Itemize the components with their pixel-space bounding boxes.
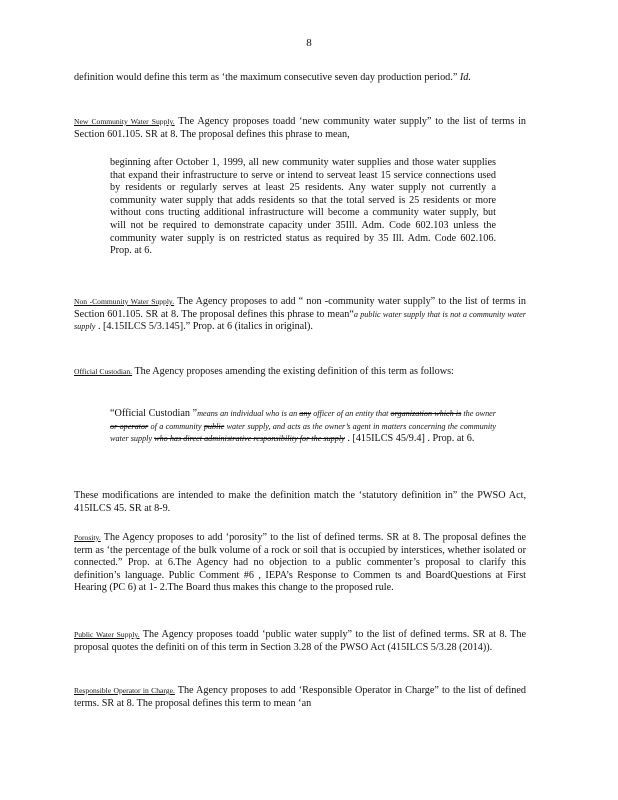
block-quote-official-custodian — [110, 408, 496, 446]
paragraph-public-water-supply — [74, 629, 526, 654]
section-heading: Responsible Operator in Charge. — [74, 686, 175, 695]
quote-segment: the owner — [461, 409, 496, 418]
paragraph-text: The Agency proposes to add ‘porosity” to the list of defined terms. SR at 8. The proposal defines the term as ‘the percentage of the bulk volume of a rock or soil that is occupied by interstices, whether isolated or connected.” Prop. at 6.The Agency had no objection to a public commenter’s proposal to clarify this definition’s language. Public Comment #6 , IEPA’s Response to Commen ts and BoardQuestions at First Hearing (PC 6) at 1- 2.The Board thus makes this change to the proposed rule. — [74, 532, 526, 594]
paragraph-definition-continued — [74, 72, 526, 85]
paragraph-text-tail: . [4.15ILCS 5/3.145].” Prop. at 6 (italics in original). — [95, 321, 313, 333]
paragraph-new-community-water-supply — [74, 116, 526, 141]
paragraph-non-community-water-supply — [74, 296, 526, 334]
paragraph-text: The Agency proposes to add ‘Responsible Operator in Charge” to the list of defined terms. SR at 8. The proposal defines this term to mean ‘an — [74, 685, 526, 709]
struck-text: public — [203, 421, 225, 431]
section-heading: New Community Water Supply. — [74, 117, 175, 126]
paragraph-official-custodian — [74, 366, 526, 379]
quote-segment: of a community — [148, 421, 204, 431]
paragraph-text: These modifications are intended to make the definition match the ‘statutory definition in” the PWSO Act, 415ILCS 45. SR at 8-9. — [74, 490, 526, 514]
section-heading: Porosity. — [74, 533, 101, 542]
paragraph-text: The Agency proposes amending the existing definition of this term as follows: — [132, 366, 454, 377]
italic-definition: a public water supply that is not a community water supply — [74, 309, 526, 332]
quote-segment: water supply, and acts as the owner’s agent in matters concerning the community water supply — [110, 421, 496, 444]
quote-text: beginning after October 1, 1999, all new community water supplies and those water supplies that expand their infrastructure to serve or intend to serveat least 15 service connections used by residents or regularly serves at least 25 residents. Any water supply not currently a community water supply that adds residents so that the total served is 25 residents or more without cons tructing additional infrastructure will become a community water supply, but will not be required to demonstrate capacity under 35Ill. Adm. Code 602.103 unless the community water supply is on restricted status as required by 35 Ill. Adm. Code 602.106. Prop. at 6. — [110, 157, 496, 257]
quote-segment: means an individual who is an — [197, 409, 300, 418]
block-quote-community-water-supply — [110, 157, 496, 258]
struck-text: or operator — [110, 421, 149, 431]
section-heading: Public Water Supply. — [74, 630, 140, 639]
quote-citation: . [415ILCS 45/9.4] . Prop. at 6. — [344, 433, 475, 445]
section-heading: Official Custodian. — [74, 367, 133, 376]
struck-text: who has direct administrative responsibility for the supply — [154, 434, 345, 444]
paragraph-text: The Agency proposes toadd ‘public water supply” to the list of defined terms. SR at 8. The proposal quotes the definiti on of this term in Section 3.28 of the PWSO Act (415ILCS 5/3.28 (2014)). — [74, 629, 526, 653]
citation-id: Id. — [459, 72, 471, 83]
quote-open: “Official Custodian ” — [110, 408, 198, 419]
section-heading: Non -Community Water Supply. — [74, 297, 175, 306]
struck-text: organization which is — [390, 409, 462, 418]
paragraph-text: definition would define this term as ‘the maximum consecutive seven day production period.” — [74, 72, 458, 83]
page-number: 8 — [306, 37, 312, 49]
paragraph-porosity — [74, 532, 526, 595]
paragraph-text: The Agency proposes toadd ‘new community water supply” to the list of terms in Section 601.105. SR at 8. The proposal defines this phrase to mean, — [74, 116, 526, 140]
paragraph-text: The Agency proposes to add “ non -community water supply” to the list of terms in Section 601.105. SR at 8. The proposal defines this phrase to mean“ — [74, 296, 526, 320]
paragraph-responsible-operator — [74, 685, 526, 710]
struck-text: any — [299, 409, 312, 418]
quote-segment: officer of an entity that — [311, 409, 391, 418]
paragraph-modifications — [74, 490, 526, 515]
